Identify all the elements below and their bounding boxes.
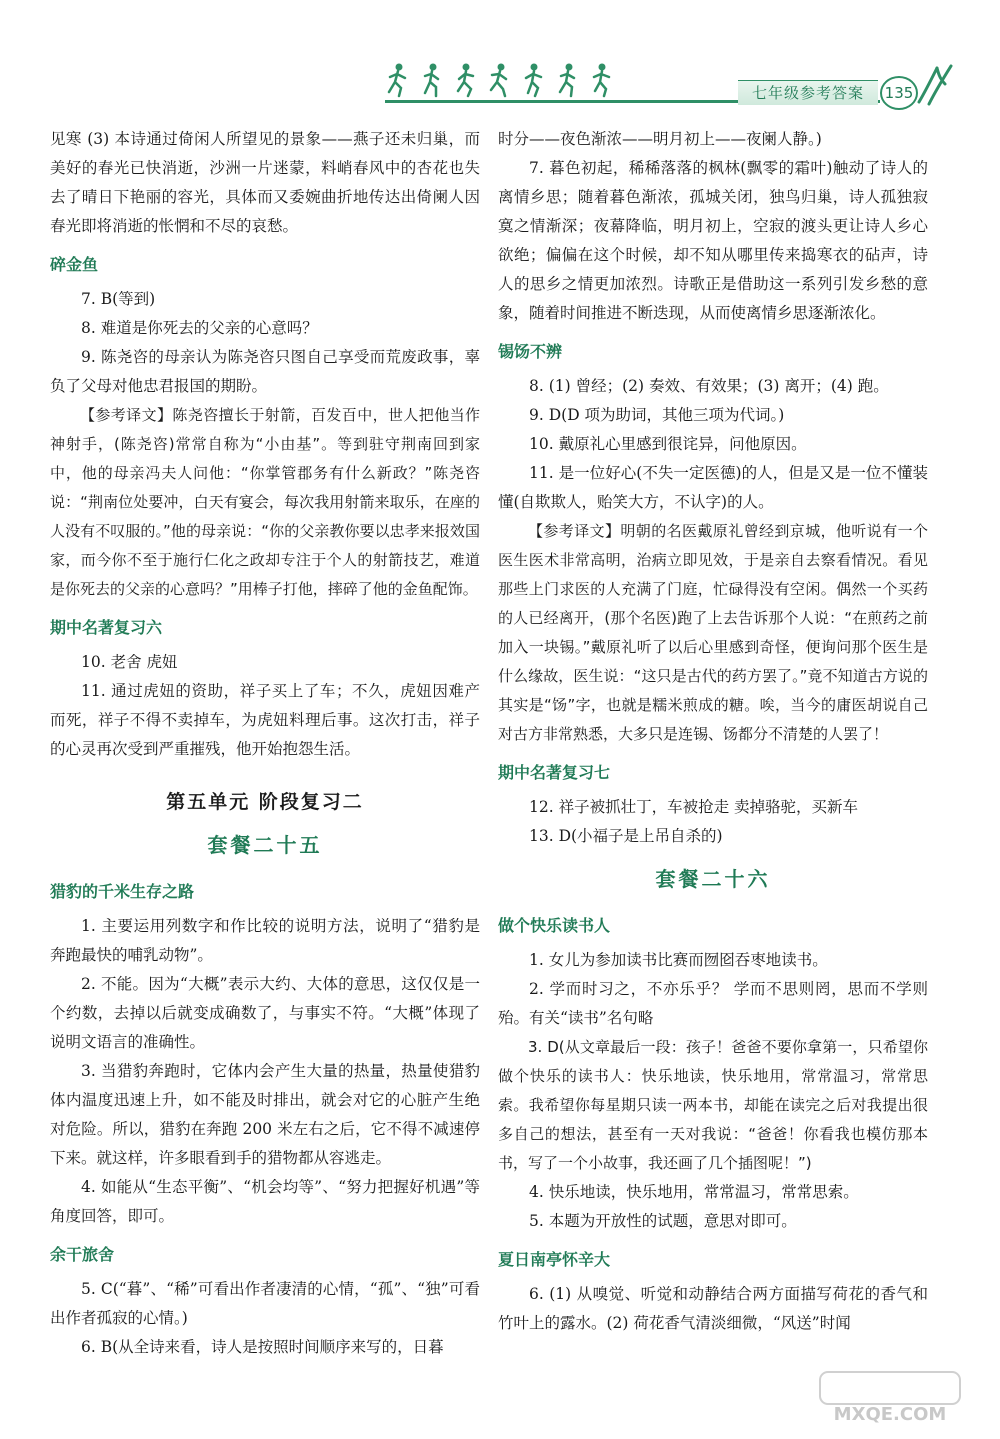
answer-item: 2. 学而时习之，不亦乐乎？ 学而不思则罔，思而不学则殆。有关“读书”名句略 xyxy=(498,980,928,1027)
set-title: 套餐二十六 xyxy=(655,867,771,891)
runner-icon xyxy=(521,62,545,98)
answer-item: 3. D(从文章最后一段：孩子！爸爸不要你拿第一，只希望你做个快乐的读书人：快乐地读，快乐地用，常常温习，常常思索。我希望你每星期只读一两本书，却能在读完之后对我提出很多自己的想法，甚至有一天对我说：“爸爸！你看我也模仿那本书，写了一个小故事，我还画了几个插图呢！”) xyxy=(498,1038,928,1172)
unit-title: 第五单元 阶段复习二 xyxy=(166,791,364,813)
runner-icon xyxy=(487,62,511,98)
page-number: 135 xyxy=(880,76,918,110)
answer-item: 8. (1) 曾经；(2) 奏效、有效果；(3) 离开；(4) 跑。 xyxy=(529,377,889,395)
paragraph: 时分——夜色渐浓——明月初上——夜阑人静。) xyxy=(498,130,822,148)
section-heading: 猎豹的千米生存之路 xyxy=(50,882,195,901)
section-heading: 夏日南亭怀辛大 xyxy=(498,1250,611,1269)
section-heading: 碎金鱼 xyxy=(50,255,99,274)
answer-item: 1. 女儿为参加读书比赛而囫囵吞枣地读书。 xyxy=(529,951,828,969)
answer-item: 5. 本题为开放性的试题，意思对即可。 xyxy=(529,1212,797,1230)
section-heading: 期中名著复习六 xyxy=(50,618,163,637)
answer-item: 4. 如能从“生态平衡”、“机会均等”、“努力把握好机遇”等角度回答，即可。 xyxy=(50,1178,480,1225)
answer-item: 10. 戴原礼心里感到很诧异，问他原因。 xyxy=(529,435,807,453)
section-heading: 做个快乐读书人 xyxy=(498,916,611,935)
answer-item: 11. 是一位好心(不失一定医德)的人，但是又是一位不懂装懂(自欺欺人，贻笑大方，不认字)的人。 xyxy=(498,464,928,511)
answer-item: 2. 不能。因为“大概”表示大约、大体的意思，这仅仅是一个约数，去掉以后就变成确数了，与事实不符。“大概”体现了说明文语言的准确性。 xyxy=(50,975,480,1051)
reference-translation: 【参考译文】明朝的名医戴原礼曾经到京城，他听说有一个医生医术非常高明，治病立即见效，于是亲自去察看情况。看见那些上门求医的人充满了门庭，忙碌得没有空闲。偶然一个买药的人已经离开，(那个名医)跑了上去告诉那个人说：“在煎药之前加入一块锡。”戴原礼听了以后心里感到奇怪，便询问那个医生是什么缘故，医生说：“这只是古代的药方罢了。”竟不知道古方说的其实是“饧”字，也就是糯米煎成的糖。唉，当今的庸医胡说自己对古方非常熟悉，大多只是连锡、饧都分不清楚的人罢了！ xyxy=(498,522,928,743)
right-column xyxy=(498,125,928,1338)
left-column xyxy=(50,125,480,1362)
swoosh-icon xyxy=(915,62,955,108)
runner-icon xyxy=(385,62,409,98)
answer-item: 5. C(“暮”、“稀”可看出作者凄清的心情，“孤”、“独”可看出作者孤寂的心情。) xyxy=(50,1280,480,1327)
watermark xyxy=(790,1370,990,1432)
answer-item: 8. 难道是你死去的父亲的心意吗？ xyxy=(81,319,318,337)
answer-item: 7. B(等到) xyxy=(81,290,156,308)
runner-icon xyxy=(555,62,579,98)
answer-item: 6. (1) 从嗅觉、听觉和动静结合两方面描写荷花的香气和竹叶上的露水。(2) 荷花香气清淡细微，“风送”时闻 xyxy=(498,1285,928,1332)
page-header xyxy=(0,0,1000,120)
answer-item: 12. 祥子被抓壮丁，车被抢走 卖掉骆驼，买新车 xyxy=(529,798,859,816)
answer-item: 9. D(D 项为助词，其他三项为代词。) xyxy=(529,406,785,424)
paragraph: 见寒 (3) 本诗通过倚闲人所望见的景象——燕子还未归巢，而美好的春光已快消逝，沙洲一片迷蒙，料峭春风中的杏花也失去了晴日下艳丽的容光，具体而又委婉曲折地传达出倚阑人因春光即将消逝的怅惘和不尽的哀愁。 xyxy=(50,130,480,235)
answer-item: 11. 通过虎妞的资助，祥子买上了车；不久，虎妞因难产而死，祥子不得不卖掉车，为虎妞料理后事。这次打击，祥子的心灵再次受到严重摧残，他开始抱怨生活。 xyxy=(50,682,480,758)
answer-item: 9. 陈尧咨的母亲认为陈尧咨只图自己享受而荒废政事，辜负了父母对他忠君报国的期盼。 xyxy=(50,348,480,395)
set-title: 套餐二十五 xyxy=(207,833,323,857)
runner-icon xyxy=(453,62,477,98)
reference-translation: 【参考译文】陈尧咨擅长于射箭，百发百中，世人把他当作神射手，(陈尧咨)常常自称为“小由基”。等到驻守荆南回到家中，他的母亲冯夫人问他：“你掌管郡务有什么新政？”陈尧咨说：“荆南位处要冲，白天有宴会，每次我用射箭来取乐，在座的人没有不叹服的。”他的母亲说：“你的父亲教你要以忠孝来报效国家，而今你不至于施行仁化之政却专注于个人的射箭技艺，难道是你死去的父亲的心意吗？”用棒子打他，摔碎了他的金鱼配饰。 xyxy=(50,406,480,598)
runners-decoration xyxy=(385,62,613,102)
answer-item: 7. 暮色初起，稀稀落落的枫林(飘零的霜叶)触动了诗人的离情乡思；随着暮色渐浓，孤城关闭，独鸟归巢，诗人孤独寂寞之情渐深；夜幕降临，明月初上，空寂的渡头更让诗人乡心欲绝；偏偏在这个时候，却不知从哪里传来捣寒衣的砧声，诗人的思乡之情更加浓烈。诗歌正是借助这一系列引发乡愁的意象，随着时间推进不断迭现，从而使离情乡思逐渐浓化。 xyxy=(498,159,928,322)
section-heading: 锡饧不辨 xyxy=(498,342,563,361)
runner-icon xyxy=(419,62,443,98)
section-heading: 余干旅舍 xyxy=(50,1245,115,1264)
answer-item: 13. D(小福子是上吊自杀的) xyxy=(529,827,723,845)
section-heading: 期中名著复习七 xyxy=(498,763,611,782)
answer-item: 6. B(从全诗来看，诗人是按照时间顺序来写的，日暮 xyxy=(81,1338,444,1356)
grade-label: 七年级参考答案 xyxy=(738,80,878,105)
watermark-logo-icon xyxy=(790,1370,990,1406)
answer-item: 3. 当猎豹奔跑时，它体内会产生大量的热量，热量使猎豹体内温度迅速上升，如不能及时排出，就会对它的心脏产生绝对危险。所以，猎豹在奔跑 200 米左右之后，它不得不减速停下来。就这样，许多眼看到手的猎物都从容逃走。 xyxy=(50,1062,480,1167)
watermark-text: MXQE.COM xyxy=(833,1404,947,1425)
answer-item: 10. 老舍 虎妞 xyxy=(81,653,178,671)
runner-icon xyxy=(589,62,613,98)
answer-item: 4. 快乐地读，快乐地用，常常温习，常常思索。 xyxy=(529,1183,859,1201)
answer-item: 1. 主要运用列数字和作比较的说明方法，说明了“猎豹是奔跑最快的哺乳动物”。 xyxy=(50,917,480,964)
